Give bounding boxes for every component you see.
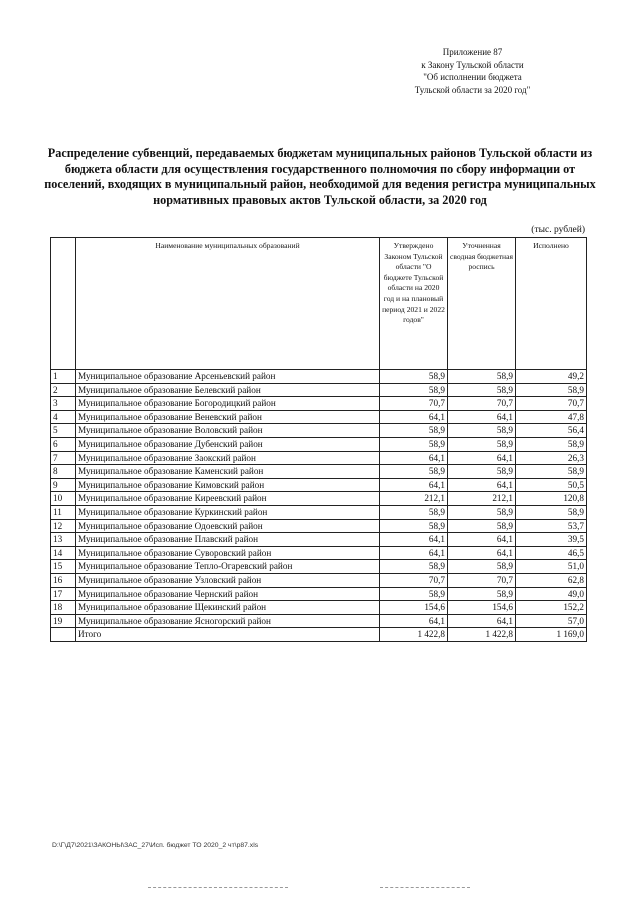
cell-approved: 212,1 <box>380 492 448 506</box>
cell-executed: 51,0 <box>516 560 587 574</box>
cell-index: 3 <box>51 397 76 411</box>
cell-name: Муниципальное образование Ясногорский район <box>76 614 380 628</box>
header-name: Наименование муниципальных образований <box>76 238 380 370</box>
cell-approved: 58,9 <box>380 437 448 451</box>
document-title: Распределение субвенций, передаваемых бюджетам муниципальных районов Тульской области из бюджета области для осуществления государственного полномочия по сбору информации от поселений, входящих в муниципальный район, необходимой для ведения регистра муниципальных нормативных правовых актов Тульской области, за 2020 год <box>44 146 596 207</box>
cell-refined: 58,9 <box>448 587 516 601</box>
cell-executed: 46,5 <box>516 546 587 560</box>
cell-index: 15 <box>51 560 76 574</box>
total-row <box>51 628 587 642</box>
cell-index: 16 <box>51 573 76 587</box>
cell-approved: 64,1 <box>380 546 448 560</box>
appendix-line: Тульской области за 2020 год" <box>414 84 531 95</box>
cell-index <box>51 628 76 642</box>
cell-refined: 58,9 <box>448 465 516 479</box>
cell-refined: 58,9 <box>448 505 516 519</box>
table-row <box>51 465 587 479</box>
header-refined: Уточненная сводная бюджетная роспись <box>448 238 516 370</box>
cell-name: Муниципальное образование Арсеньевский район <box>76 370 380 384</box>
cell-index: 5 <box>51 424 76 438</box>
cell-name: Муниципальное образование Суворовский район <box>76 546 380 560</box>
cell-name: Муниципальное образование Белевский район <box>76 383 380 397</box>
cell-index: 13 <box>51 533 76 547</box>
cell-name: Муниципальное образование Чернский район <box>76 587 380 601</box>
cell-refined: 58,9 <box>448 437 516 451</box>
cell-refined: 1 422,8 <box>448 628 516 642</box>
cell-executed: 62,8 <box>516 573 587 587</box>
cell-index: 19 <box>51 614 76 628</box>
table-row <box>51 397 587 411</box>
cell-name: Муниципальное образование Каменский район <box>76 465 380 479</box>
cell-approved: 64,1 <box>380 451 448 465</box>
cell-index: 1 <box>51 370 76 384</box>
cell-approved: 1 422,8 <box>380 628 448 642</box>
cell-executed: 70,7 <box>516 397 587 411</box>
cell-refined: 64,1 <box>448 451 516 465</box>
cell-refined: 58,9 <box>448 370 516 384</box>
cell-approved: 64,1 <box>380 478 448 492</box>
cell-executed: 120,8 <box>516 492 587 506</box>
scan-artifact-line <box>148 887 288 888</box>
cell-index: 7 <box>51 451 76 465</box>
cell-index: 17 <box>51 587 76 601</box>
cell-refined: 64,1 <box>448 546 516 560</box>
appendix-line: к Закону Тульской области <box>421 59 524 70</box>
cell-name: Муниципальное образование Заокский район <box>76 451 380 465</box>
cell-executed: 58,9 <box>516 383 587 397</box>
cell-approved: 70,7 <box>380 397 448 411</box>
appendix-note <box>360 46 585 96</box>
cell-executed: 49,0 <box>516 587 587 601</box>
table-row <box>51 560 587 574</box>
cell-index: 8 <box>51 465 76 479</box>
cell-approved: 64,1 <box>380 533 448 547</box>
cell-refined: 64,1 <box>448 410 516 424</box>
cell-executed: 39,5 <box>516 533 587 547</box>
cell-executed: 56,4 <box>516 424 587 438</box>
cell-refined: 64,1 <box>448 478 516 492</box>
table-row <box>51 505 587 519</box>
table-row <box>51 546 587 560</box>
cell-name: Муниципальное образование Воловский район <box>76 424 380 438</box>
cell-refined: 58,9 <box>448 424 516 438</box>
cell-name: Муниципальное образование Тепло-Огаревский район <box>76 560 380 574</box>
cell-approved: 58,9 <box>380 424 448 438</box>
header-approved: Утверждено Законом Тульской области "О бюджете Тульской области на 2020 год и на плановый период 2021 и 2022 годов" <box>380 238 448 370</box>
table-row <box>51 573 587 587</box>
table-body <box>51 370 587 642</box>
cell-executed: 152,2 <box>516 601 587 615</box>
header-index <box>51 238 76 370</box>
table-row <box>51 601 587 615</box>
cell-executed: 53,7 <box>516 519 587 533</box>
cell-index: 18 <box>51 601 76 615</box>
budget-table <box>50 237 587 642</box>
cell-executed: 49,2 <box>516 370 587 384</box>
table-row <box>51 587 587 601</box>
cell-name: Муниципальное образование Киреевский район <box>76 492 380 506</box>
cell-index: 14 <box>51 546 76 560</box>
cell-refined: 58,9 <box>448 560 516 574</box>
table-row <box>51 370 587 384</box>
cell-name: Итого <box>76 628 380 642</box>
cell-approved: 58,9 <box>380 465 448 479</box>
cell-executed: 26,3 <box>516 451 587 465</box>
cell-name: Муниципальное образование Веневский район <box>76 410 380 424</box>
appendix-line: Приложение 87 <box>442 47 503 57</box>
cell-executed: 58,9 <box>516 505 587 519</box>
cell-index: 10 <box>51 492 76 506</box>
cell-index: 6 <box>51 437 76 451</box>
cell-name: Муниципальное образование Кимовский район <box>76 478 380 492</box>
cell-name: Муниципальное образование Богородицкий район <box>76 397 380 411</box>
cell-approved: 64,1 <box>380 614 448 628</box>
cell-index: 11 <box>51 505 76 519</box>
table-row <box>51 519 587 533</box>
cell-approved: 154,6 <box>380 601 448 615</box>
cell-approved: 58,9 <box>380 560 448 574</box>
table-row <box>51 478 587 492</box>
file-path-footer: D:\Г\Д7\2021\ЗАКОНЫ\ЗАС_27\Исп. бюджет ТО 2020_2 чт\р87.xls <box>52 842 259 849</box>
table-row <box>51 424 587 438</box>
cell-refined: 58,9 <box>448 519 516 533</box>
cell-name: Муниципальное образование Щекинский район <box>76 601 380 615</box>
cell-index: 12 <box>51 519 76 533</box>
cell-refined: 58,9 <box>448 383 516 397</box>
cell-approved: 58,9 <box>380 370 448 384</box>
cell-executed: 50,5 <box>516 478 587 492</box>
cell-executed: 1 169,0 <box>516 628 587 642</box>
cell-approved: 58,9 <box>380 587 448 601</box>
cell-index: 2 <box>51 383 76 397</box>
header-executed: Исполнено <box>516 238 587 370</box>
cell-name: Муниципальное образование Одоевский район <box>76 519 380 533</box>
table-row <box>51 410 587 424</box>
scan-artifact-line <box>380 887 470 888</box>
table-row <box>51 383 587 397</box>
cell-refined: 70,7 <box>448 573 516 587</box>
table-row <box>51 437 587 451</box>
cell-name: Муниципальное образование Дубенский район <box>76 437 380 451</box>
cell-approved: 70,7 <box>380 573 448 587</box>
cell-executed: 58,9 <box>516 437 587 451</box>
cell-approved: 64,1 <box>380 410 448 424</box>
cell-refined: 212,1 <box>448 492 516 506</box>
cell-approved: 58,9 <box>380 505 448 519</box>
cell-approved: 58,9 <box>380 519 448 533</box>
table-row <box>51 533 587 547</box>
units-label: (тыс. рублей) <box>531 225 585 235</box>
table-row <box>51 451 587 465</box>
cell-index: 4 <box>51 410 76 424</box>
cell-refined: 64,1 <box>448 533 516 547</box>
cell-name: Муниципальное образование Узловский район <box>76 573 380 587</box>
cell-name: Муниципальное образование Куркинский район <box>76 505 380 519</box>
cell-index: 9 <box>51 478 76 492</box>
table-row <box>51 492 587 506</box>
appendix-line: "Об исполнении бюджета <box>423 72 522 82</box>
table-header-row <box>51 238 587 370</box>
table-row <box>51 614 587 628</box>
cell-name: Муниципальное образование Плавский район <box>76 533 380 547</box>
cell-refined: 154,6 <box>448 601 516 615</box>
cell-refined: 64,1 <box>448 614 516 628</box>
cell-refined: 70,7 <box>448 397 516 411</box>
cell-approved: 58,9 <box>380 383 448 397</box>
cell-executed: 58,9 <box>516 465 587 479</box>
cell-executed: 57,0 <box>516 614 587 628</box>
cell-executed: 47,8 <box>516 410 587 424</box>
